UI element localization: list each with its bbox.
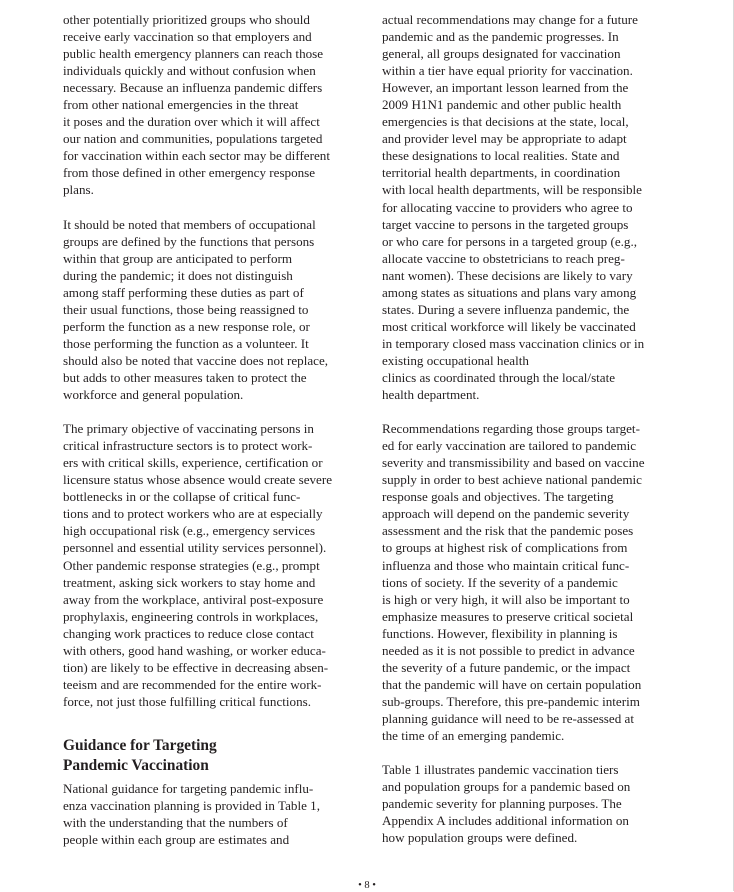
page-number: • 8 • [358,880,376,891]
left-column [63,11,363,848]
paragraph-occupational-groups: It should be noted that members of occupational groups are defined by the functions that persons within that group are anticipated to perform during the pandemic; it does not distinguish among staff performing these duties as part of their usual functions, those being reassigned to perform the function as a new response role, or those performing the function as a volunteer. It should also be noted that vaccine does not replace, but adds to other measures taken to protect the workforce and general population. [63,216,329,403]
paragraph-table-1-note: Table 1 illustrates pandemic vaccination tiers and population groups for a pandemic based on pandemic severity for planning purposes. The Appendix A includes additional information on how population groups were defined. [382,762,631,846]
paragraph-prioritized-groups: other potentially prioritized groups who should receive early vaccination so that employers and public health emergency planners can reach those individuals quickly and without confusion when necessary. Because an influenza pandemic differs from other national emergencies in the threat it poses and the duration over which it will affect our nation and communities, populations targeted for vaccination within each sector may be different from those defined in other emergency response plans. [63,12,330,198]
paragraph-recommendations-may-change: actual recommendations may change for a future pandemic and as the pandemic progresses. In general, all groups designated for vaccination within a tier have equal priority for vaccination. However, an important lesson learned from the 2009 H1N1 pandemic and other public health emergencies is that decisions at the state, local, and provider level may be appropriate to adapt these designations to local realities. State and territorial health departments, in coordination with local health departments, will be responsible for allocating vaccine to providers who agree to target vaccine to persons in the targeted groups or who care for persons in a targeted group (e.g., allocate vaccine to obstetricians to reach preg- nant women). These decisions are likely to vary among states as situations and plans vary among states. During a severe influenza pandemic, the most critical workforce will likely be vaccinated in temporary closed mass vaccination clinics or in existing occupational health clinics as coordinated through the local/state health department. [382,12,645,403]
paragraph-national-guidance: National guidance for targeting pandemic influ- enza vaccination planning is provided in Table 1, with the understanding that the numbers of people within each group are estimates and [63,780,321,848]
section-heading: Guidance for Targeting Pandemic Vaccination [63,736,217,774]
paragraph-targeted-recommendations: Recommendations regarding those groups target- ed for early vaccination are tailored to pandemic severity and transmissibility and based on vaccine supply in order to best achieve national pandemic response goals and objectives. The targeting approach will depend on the pandemic severity assessment and the risk that the pandemic poses to groups at highest risk of complications from influenza and those who maintain critical func- tions of society. If the severity of a pandemic is high or very high, it will also be important to emphasize measures to preserve critical societal functions. However, flexibility in planning is needed as it is not possible to predict in advance the severity of a future pandemic, or the impact that the pandemic will have on certain population sub-groups. Therefore, this pre-pandemic interim planning guidance will need to be re-assessed at the time of an emerging pandemic. [382,421,645,743]
right-column [382,11,682,846]
paragraph-primary-objective: The primary objective of vaccinating persons in critical infrastructure sectors is to protect work- ers with critical skills, experience, certification or licensure status whose absence would create severe bottlenecks in or the collapse of critical func- tions and to protect workers who are at especially high occupational risk (e.g., emergency services personnel and essential utility services personnel). Other pandemic response strategies (e.g., prompt treatment, asking sick workers to stay home and away from the workplace, antiviral post-exposure prophylaxis, engineering controls in workplaces, changing work practices to reduce close contact with others, good hand washing, or worker educa- tion) are likely to be effective in decreasing absen- teeism and are recommended for the entire work- force, not just those fulfilling critical functions. [63,421,333,709]
